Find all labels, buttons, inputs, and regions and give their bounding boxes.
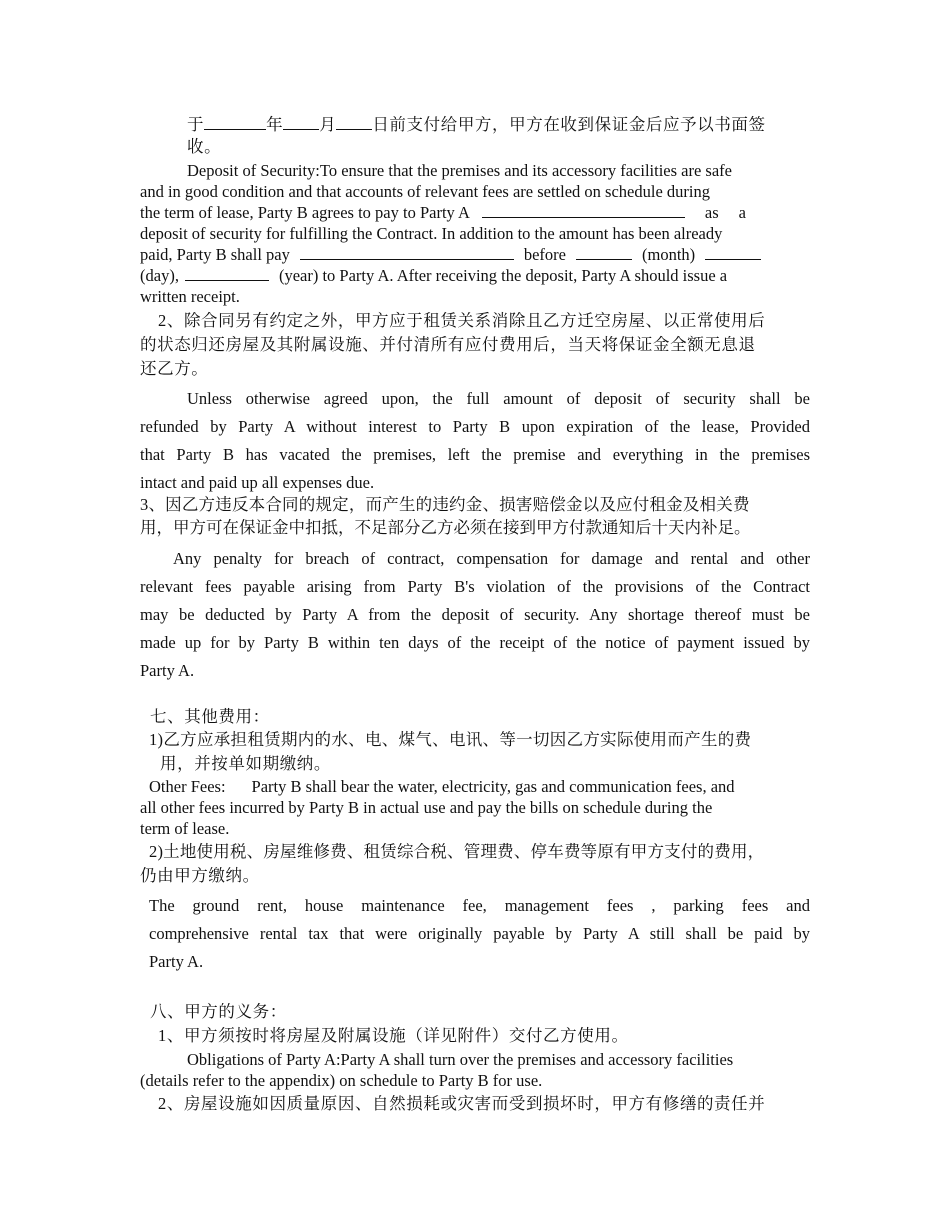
refund-en-line-4: intact and paid up all expenses due. xyxy=(140,473,375,492)
text-fragment: 日前支付给甲方，甲方在收到保证金后应予以书面签 xyxy=(372,115,766,134)
refund-en-line-3: that Party B has vacated the premises, left the premise and everything in the premises xyxy=(140,445,810,464)
deposit-en-line-7: written receipt. xyxy=(140,287,240,306)
other-fees-zh2-line-1: 2)土地使用税、房屋维修费、租赁综合税、管理费、停车费等原有甲方支付的费用， xyxy=(149,842,765,861)
refund-zh-line-3: 还乙方。 xyxy=(140,359,209,378)
deposit-zh-line-1 xyxy=(187,114,859,135)
penalty-en-line-4: made up for by Party B within ten days of the receipt of the notice of payment issued by xyxy=(140,633,810,652)
blank-month xyxy=(283,115,319,130)
text-fragment: (month) xyxy=(642,245,696,264)
blank-deposit-amount xyxy=(482,203,685,218)
section-heading-obligations: 八、甲方的义务： xyxy=(150,1002,287,1021)
other-fees-en2-line-2: comprehensive rental tax that were originally payable by Party A still shall be paid by xyxy=(149,924,810,943)
deposit-en-line-5 xyxy=(140,244,812,265)
deposit-en-line-6 xyxy=(140,265,812,286)
deposit-en-line-1: Deposit of Security:To ensure that the premises and its accessory facilities are safe xyxy=(187,161,732,180)
deposit-zh-line-2: 收。 xyxy=(187,137,222,156)
text-fragment: (year) to Party A. After receiving the deposit, Party A should issue a xyxy=(278,266,728,285)
deposit-en-line-2: and in good condition and that accounts of relevant fees are settled on schedule during xyxy=(140,182,710,201)
text-fragment: 年 xyxy=(266,115,284,134)
blank-pay-amount xyxy=(300,245,514,260)
text-fragment: as xyxy=(704,203,719,222)
text-fragment: Other Fees: xyxy=(149,777,226,796)
penalty-en-line-5: Party A. xyxy=(140,661,195,680)
deposit-en-line-3 xyxy=(140,202,812,223)
text-fragment: Party B shall bear the water, electricity, gas and communication fees, and xyxy=(251,777,735,796)
penalty-zh-line-1: 3、因乙方违反本合同的规定，而产生的违约金、损害赔偿金以及应付租金及相关费 xyxy=(140,495,750,514)
refund-zh-line-1: 2、除合同另有约定之外，甲方应于租赁关系消除且乙方迁空房屋、以正常使用后 xyxy=(158,311,766,330)
text-fragment: 于 xyxy=(187,115,205,134)
obligations-en1-line-2: (details refer to the appendix) on schedule to Party B for use. xyxy=(140,1071,543,1090)
text-fragment: 月 xyxy=(319,115,337,134)
other-fees-zh1-line-1: 1)乙方应承担租赁期内的水、电、煤气、电讯、等一切因乙方实际使用而产生的费 xyxy=(149,730,752,749)
penalty-en-line-1: Any penalty for breach of contract, compensation for damage and rental and other xyxy=(173,549,810,568)
obligations-zh2: 2、房屋设施如因质量原因、自然损耗或灾害而受到损坏时，甲方有修缮的责任并 xyxy=(158,1094,766,1113)
blank-month xyxy=(576,245,632,260)
penalty-en-line-3: may be deducted by Party A from the deposit of security. Any shortage thereof must be xyxy=(140,605,810,624)
refund-en-line-1: Unless otherwise agreed upon, the full amount of deposit of security shall be xyxy=(187,389,810,408)
penalty-zh-line-2: 用，甲方可在保证金中扣抵，不足部分乙方必须在接到甲方付款通知后十天内补足。 xyxy=(140,518,751,537)
penalty-en-line-2: relevant fees payable arising from Party B's violation of the provisions of the Contract xyxy=(140,577,810,596)
deposit-en-line-4: deposit of security for fulfilling the Contract. In addition to the amount has been already xyxy=(140,224,723,243)
other-fees-zh2-line-2: 仍由甲方缴纳。 xyxy=(140,866,260,885)
refund-zh-line-2: 的状态归还房屋及其附属设施、并付清所有应付费用后，当天将保证金全额无息退 xyxy=(140,335,756,354)
other-fees-zh1-line-2: 用，并按单如期缴纳。 xyxy=(160,754,331,773)
refund-en-line-2: refunded by Party A without interest to Party B upon expiration of the lease, Provided xyxy=(140,417,810,436)
other-fees-en1-line-3: term of lease. xyxy=(140,819,230,838)
other-fees-en2-line-1: The ground rent, house maintenance fee, management fees , parking fees and xyxy=(149,896,810,915)
blank-day xyxy=(336,115,372,130)
other-fees-en1-line-2: all other fees incurred by Party B in actual use and pay the bills on schedule during the xyxy=(140,798,713,817)
section-heading-other-fees: 七、其他费用： xyxy=(150,707,270,726)
blank-day xyxy=(705,245,761,260)
text-fragment: a xyxy=(738,203,746,222)
text-fragment: before xyxy=(523,245,566,264)
blank-year xyxy=(185,266,269,281)
obligations-en1-line-1: Obligations of Party A:Party A shall turn over the premises and accessory facilities xyxy=(187,1050,734,1069)
blank-year xyxy=(204,115,266,130)
obligations-zh1: 1、甲方须按时将房屋及附属设施（详见附件）交付乙方使用。 xyxy=(158,1026,629,1045)
other-fees-en2-line-3: Party A. xyxy=(149,952,204,971)
text-fragment: paid, Party B shall pay xyxy=(140,245,290,264)
other-fees-en1-line-1 xyxy=(149,776,821,797)
text-fragment: the term of lease, Party B agrees to pay to Party A xyxy=(140,203,470,222)
text-fragment: (day), xyxy=(140,266,179,285)
